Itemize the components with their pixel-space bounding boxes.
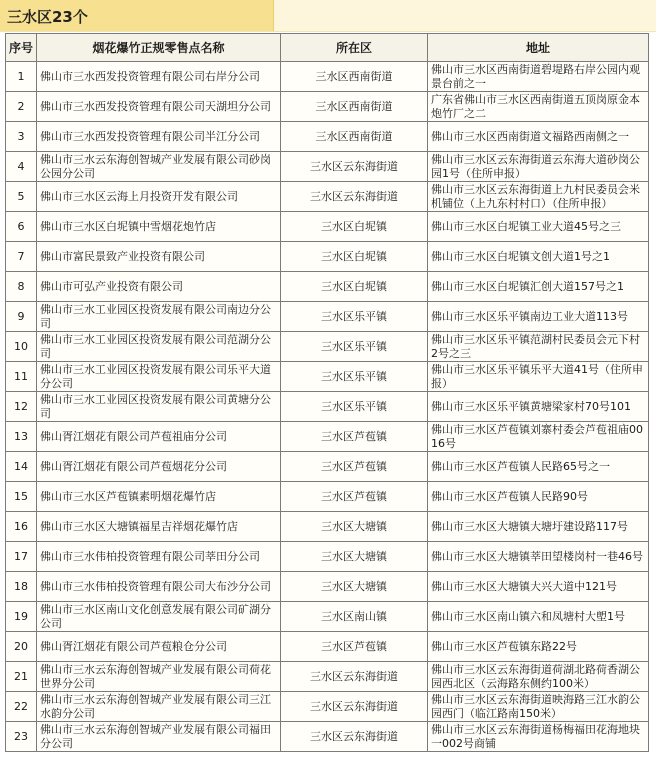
row-name: 佛山市三水区白坭镇中雪烟花炮竹店	[37, 212, 281, 242]
table-row	[6, 212, 649, 242]
row-name: 佛山市三水工业园区投资发展有限公司黄塘分公司	[37, 392, 281, 422]
table-row	[6, 122, 649, 152]
section-title: 三水区23个	[7, 8, 88, 26]
row-area: 三水区云东海街道	[281, 182, 428, 212]
table-row	[6, 242, 649, 272]
row-no: 8	[6, 272, 37, 302]
row-name: 佛山市三水区大塘镇福星吉祥烟花爆竹店	[37, 512, 281, 542]
row-area: 三水区大塘镇	[281, 512, 428, 542]
row-area: 三水区白坭镇	[281, 242, 428, 272]
row-name: 佛山市三水伟柏投资管理有限公司大布沙分公司	[37, 572, 281, 602]
table-row	[6, 722, 649, 752]
row-address: 佛山市三水区白坭镇工业大道45号之三	[428, 212, 649, 242]
row-address: 广东省佛山市三水区西南街道五顶岗原金本炮竹厂之二	[428, 92, 649, 122]
table-row	[6, 62, 649, 92]
row-address: 佛山市三水区云东海街道杨梅福田花海地块一002号商铺	[428, 722, 649, 752]
row-no: 2	[6, 92, 37, 122]
retail-points-table	[5, 33, 649, 752]
row-address: 佛山市三水区乐平镇黄塘梁家村70号101	[428, 392, 649, 422]
row-area: 三水区芦苞镇	[281, 632, 428, 662]
table-header	[6, 34, 649, 62]
row-area: 三水区云东海街道	[281, 692, 428, 722]
row-no: 12	[6, 392, 37, 422]
row-area: 三水区云东海街道	[281, 722, 428, 752]
row-area: 三水区芦苞镇	[281, 422, 428, 452]
table-row	[6, 92, 649, 122]
row-address: 佛山市三水区西南街道文福路西南侧之一	[428, 122, 649, 152]
row-name: 佛山市三水区南山文化创意发展有限公司矿湖分公司	[37, 602, 281, 632]
table-row	[6, 182, 649, 212]
row-name: 佛山胥江烟花有限公司芦苞粮仓分公司	[37, 632, 281, 662]
row-address: 佛山市三水区芦苞镇人民路65号之一	[428, 452, 649, 482]
table-row	[6, 542, 649, 572]
table-row	[6, 452, 649, 482]
row-name: 佛山市三水云东海创智城产业发展有限公司福田分公司	[37, 722, 281, 752]
row-address: 佛山市三水区芦苞镇刘寨村委会芦苞祖庙0016号	[428, 422, 649, 452]
header-no: 序号	[6, 34, 37, 62]
row-address: 佛山市三水区乐平镇范湖村民委员会元下村2号之三	[428, 332, 649, 362]
row-no: 13	[6, 422, 37, 452]
row-name: 佛山市三水云东海创智城产业发展有限公司砂岗公园分公司	[37, 152, 281, 182]
row-area: 三水区乐平镇	[281, 302, 428, 332]
row-no: 5	[6, 182, 37, 212]
table-row	[6, 602, 649, 632]
row-no: 14	[6, 452, 37, 482]
table-row	[6, 302, 649, 332]
row-address: 佛山市三水区芦苞镇人民路90号	[428, 482, 649, 512]
row-area: 三水区云东海街道	[281, 662, 428, 692]
row-name: 佛山市三水区芦苞镇素明烟花爆竹店	[37, 482, 281, 512]
row-no: 19	[6, 602, 37, 632]
row-area: 三水区云东海街道	[281, 152, 428, 182]
table-row	[6, 662, 649, 692]
row-address: 佛山市三水区乐平镇南边工业大道113号	[428, 302, 649, 332]
row-name: 佛山市三水区云海上月投资开发有限公司	[37, 182, 281, 212]
table-row	[6, 392, 649, 422]
row-name: 佛山市三水工业园区投资发展有限公司范湖分公司	[37, 332, 281, 362]
row-area: 三水区西南街道	[281, 122, 428, 152]
row-no: 6	[6, 212, 37, 242]
row-name: 佛山市三水伟柏投资管理有限公司莘田分公司	[37, 542, 281, 572]
row-address: 佛山市三水区芦苞镇东路22号	[428, 632, 649, 662]
row-address: 佛山市三水区云东海街道映海路三江水韵公园西门（临江路南150米）	[428, 692, 649, 722]
row-no: 9	[6, 302, 37, 332]
row-area: 三水区白坭镇	[281, 212, 428, 242]
row-address: 佛山市三水区云东海街道荷湖北路荷香湖公园西北区（云海路东侧约100米）	[428, 662, 649, 692]
row-name: 佛山市三水西发投资管理有限公司天湖坦分公司	[37, 92, 281, 122]
table-row	[6, 482, 649, 512]
row-area: 三水区大塘镇	[281, 572, 428, 602]
table-row	[6, 332, 649, 362]
header-name: 烟花爆竹正规零售点名称	[37, 34, 281, 62]
row-name: 佛山市三水工业园区投资发展有限公司乐平大道分公司	[37, 362, 281, 392]
table-body	[6, 62, 649, 752]
row-address: 佛山市三水区云东海街道上九村民委员会米机铺位（上九东村村口）（住所申报）	[428, 182, 649, 212]
row-area: 三水区南山镇	[281, 602, 428, 632]
row-address: 佛山市三水区大塘镇大兴大道中121号	[428, 572, 649, 602]
row-address: 佛山市三水区西南街道碧堤路右岸公园内观景台前之一	[428, 62, 649, 92]
header-area: 所在区	[281, 34, 428, 62]
row-name: 佛山市富民景致产业投资有限公司	[37, 242, 281, 272]
table-row	[6, 422, 649, 452]
section-title-tab	[0, 0, 274, 31]
row-name: 佛山胥江烟花有限公司芦苞祖庙分公司	[37, 422, 281, 452]
table-row	[6, 152, 649, 182]
row-no: 4	[6, 152, 37, 182]
row-address: 佛山市三水区大塘镇大塘圩建设路117号	[428, 512, 649, 542]
row-no: 11	[6, 362, 37, 392]
row-name: 佛山市三水西发投资管理有限公司半江分公司	[37, 122, 281, 152]
row-name: 佛山市三水云东海创智城产业发展有限公司荷花世界分公司	[37, 662, 281, 692]
row-area: 三水区芦苞镇	[281, 452, 428, 482]
row-no: 21	[6, 662, 37, 692]
row-no: 7	[6, 242, 37, 272]
row-area: 三水区西南街道	[281, 92, 428, 122]
row-address: 佛山市三水区白坭镇汇创大道157号之1	[428, 272, 649, 302]
table-row	[6, 572, 649, 602]
row-name: 佛山胥江烟花有限公司芦苞烟花分公司	[37, 452, 281, 482]
row-no: 3	[6, 122, 37, 152]
row-area: 三水区西南街道	[281, 62, 428, 92]
row-no: 15	[6, 482, 37, 512]
table-row	[6, 512, 649, 542]
row-no: 22	[6, 692, 37, 722]
row-address: 佛山市三水区云东海街道云东海大道砂岗公园1号（住所申报）	[428, 152, 649, 182]
row-address: 佛山市三水区大塘镇莘田望楼岗村一巷46号	[428, 542, 649, 572]
row-no: 18	[6, 572, 37, 602]
table-row	[6, 272, 649, 302]
table-row	[6, 362, 649, 392]
row-no: 17	[6, 542, 37, 572]
row-no: 10	[6, 332, 37, 362]
row-name: 佛山市三水工业园区投资发展有限公司南边分公司	[37, 302, 281, 332]
header-address: 地址	[428, 34, 649, 62]
table-row	[6, 632, 649, 662]
row-no: 1	[6, 62, 37, 92]
section-banner	[0, 0, 656, 32]
row-area: 三水区乐平镇	[281, 362, 428, 392]
row-no: 16	[6, 512, 37, 542]
row-area: 三水区乐平镇	[281, 332, 428, 362]
row-no: 20	[6, 632, 37, 662]
row-area: 三水区芦苞镇	[281, 482, 428, 512]
row-name: 佛山市三水云东海创智城产业发展有限公司三江水韵分公司	[37, 692, 281, 722]
row-address: 佛山市三水区白坭镇文创大道1号之1	[428, 242, 649, 272]
table-row	[6, 692, 649, 722]
row-no: 23	[6, 722, 37, 752]
row-area: 三水区乐平镇	[281, 392, 428, 422]
row-address: 佛山市三水区南山镇六和凤塘村大塱1号	[428, 602, 649, 632]
header-row	[6, 34, 649, 62]
row-area: 三水区白坭镇	[281, 272, 428, 302]
row-area: 三水区大塘镇	[281, 542, 428, 572]
row-address: 佛山市三水区乐平镇乐平大道41号（住所申报）	[428, 362, 649, 392]
row-name: 佛山市可弘产业投资有限公司	[37, 272, 281, 302]
row-name: 佛山市三水西发投资管理有限公司右岸分公司	[37, 62, 281, 92]
